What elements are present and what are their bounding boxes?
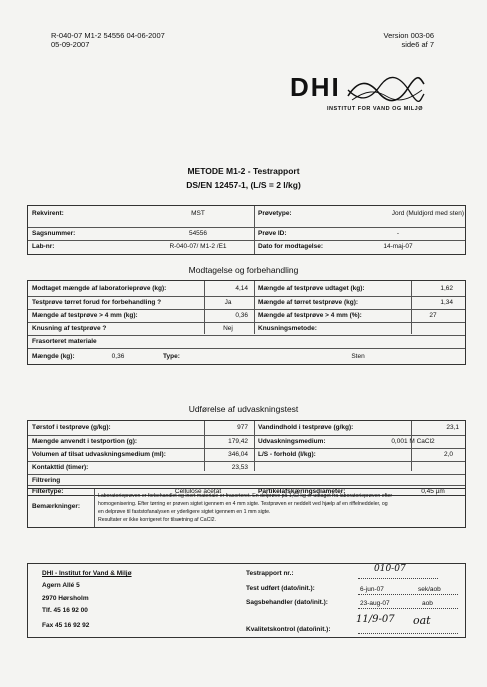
footer-address1: Agern Allé 5 bbox=[42, 582, 80, 589]
sagsbehandler-label: Sagsbehandler (dato/init.): bbox=[246, 599, 328, 606]
remarks-line: Resultater er ikke korrigeret for tilsætning af CaCl2. bbox=[98, 517, 216, 523]
row-value: 977 bbox=[237, 424, 248, 431]
version-info bbox=[384, 31, 434, 49]
amount-value: 0,36 bbox=[111, 353, 125, 360]
row-value: Ja bbox=[224, 299, 232, 306]
row-value: Nej bbox=[223, 325, 233, 332]
table-row bbox=[28, 283, 465, 295]
row-label: Modtaget mængde af laboratorieprøve (kg): bbox=[32, 285, 167, 292]
table-row bbox=[28, 461, 465, 474]
table-row bbox=[28, 335, 465, 348]
row-label: Mængde af tørret testprøve (kg): bbox=[258, 299, 359, 306]
remarks-text bbox=[98, 492, 463, 524]
prove-id-label: Prøve ID: bbox=[258, 230, 287, 237]
row-label: Vandindhold i testprøve (g/kg): bbox=[258, 424, 354, 431]
kvalitet-label: Kvalitetskontrol (dato/init.): bbox=[246, 626, 331, 633]
rekvirent-label: Rekvirent: bbox=[32, 210, 64, 217]
row-value bbox=[413, 323, 453, 335]
footer-box bbox=[27, 563, 466, 638]
row-value: 4,14 bbox=[235, 285, 248, 292]
kvalitet-init: oat bbox=[413, 614, 431, 627]
row-label: Knusning af testprøve ? bbox=[32, 325, 107, 332]
row-label: Knusningsmetode: bbox=[258, 325, 317, 332]
row-label: Tørstof i testprøve (g/kg): bbox=[32, 424, 111, 431]
table-row bbox=[28, 448, 465, 461]
reception-table bbox=[27, 280, 466, 365]
kvalitet-date: 11/9-07 bbox=[356, 614, 395, 625]
labnr-label: Lab-nr: bbox=[32, 243, 55, 250]
info-table bbox=[27, 205, 466, 255]
remarks-line: en delprøve til faststofanalysen er yderligere sigtet igennem en 1 mm sigte. bbox=[98, 509, 271, 515]
provetype-label: Prøvetype: bbox=[258, 210, 292, 217]
test-udfort-init: sek/aob bbox=[418, 586, 441, 593]
testrapport-value: 010-07 bbox=[374, 564, 406, 574]
test-udfort-label: Test udført (dato/init.): bbox=[246, 585, 315, 592]
sagsbehandler-date: 23-aug-07 bbox=[360, 600, 390, 607]
sagsnummer-value: 54556 bbox=[188, 230, 208, 237]
row-label: L/S - forhold (l/kg): bbox=[258, 451, 316, 458]
footer-phone: Tlf. 45 16 92 00 bbox=[42, 607, 88, 614]
fraction-label: Frasorteret materiale bbox=[32, 338, 97, 345]
table-row bbox=[28, 296, 465, 309]
table-row bbox=[28, 309, 465, 322]
row-label: Udvaskningsmedium: bbox=[258, 438, 326, 445]
row-label: Volumen af tilsat udvaskningsmedium (ml): bbox=[32, 451, 166, 458]
row-value: 346,04 bbox=[228, 451, 248, 458]
section-reception-heading: Modtagelse og forbehandling bbox=[188, 265, 299, 275]
table-row bbox=[28, 348, 465, 365]
logo-subtitle: INSTITUT FOR VAND OG MILJØ bbox=[327, 106, 424, 112]
report-date: 05-09-2007 bbox=[51, 40, 90, 49]
row-value: 23,1 bbox=[446, 424, 459, 431]
dato-label: Dato for modtagelse: bbox=[258, 243, 324, 250]
report-standard: DS/EN 12457-1, (L/S = 2 l/kg) bbox=[186, 180, 301, 190]
dato-value: 14-maj-07 bbox=[383, 243, 413, 250]
table-row bbox=[28, 422, 465, 434]
footer-address2: 2970 Hørsholm bbox=[42, 595, 89, 602]
row-label: Kontakttid (timer): bbox=[32, 464, 89, 471]
partikel-label: Partikelafskæringsdiameter: bbox=[258, 488, 346, 495]
provetype-value: Jord (Muldjord med sten) bbox=[391, 210, 464, 217]
table-row bbox=[28, 322, 465, 335]
labnr-value: R-040-07/ M1-2 /E1 bbox=[169, 243, 227, 250]
row-value: 27 bbox=[429, 312, 437, 319]
prove-id-value: - bbox=[396, 230, 400, 237]
sagsnummer-label: Sagsnummer: bbox=[32, 230, 76, 237]
remarks-label: Bemærkninger: bbox=[32, 503, 81, 510]
section-leaching-heading: Udførelse af udvaskningstest bbox=[188, 404, 299, 414]
rekvirent-value: MST bbox=[191, 210, 205, 217]
dhi-logo bbox=[290, 70, 440, 116]
partikel-value: 0,45 µm bbox=[421, 488, 445, 495]
remarks-line: homogenisering. Efter tørring er prøven sigtet igennem en 4 mm sigte. Testprøven er neddelt ved hjælp af en riffelneddeler, og bbox=[98, 501, 388, 507]
row-value: 179,42 bbox=[228, 438, 248, 445]
amount-label: Mængde (kg): bbox=[32, 353, 75, 360]
row-label: Mængde anvendt i testportion (g): bbox=[32, 438, 138, 445]
filtrering-label: Filtrering bbox=[32, 477, 61, 484]
filtertype-value: Cellulose acetat bbox=[174, 488, 222, 495]
filtertype-label: Filtertype: bbox=[32, 488, 64, 495]
leaching-table bbox=[27, 420, 466, 496]
row-value: 0,001 M CaCl2 bbox=[391, 438, 435, 445]
type-value: Sten bbox=[351, 353, 365, 360]
testrapport-label: Testrapport nr.: bbox=[246, 570, 294, 577]
report-title: METODE M1-2 - Testrapport bbox=[187, 166, 300, 176]
row-value: 2,0 bbox=[443, 451, 453, 458]
footer-fax: Fax 45 16 92 92 bbox=[42, 622, 90, 629]
row-label: Mængde af testprøve > 4 mm (kg): bbox=[32, 312, 138, 319]
page-number: side6 af 7 bbox=[401, 40, 434, 49]
remarks-line: Laboratorieprøven er forbehandlet og inert materiale er frasorteret. En delprøve på 1,62 kg er udtaget fra laboratorieprøven efter bbox=[98, 493, 393, 499]
wave-icon bbox=[346, 76, 426, 104]
remarks-box bbox=[27, 488, 466, 528]
type-label: Type: bbox=[163, 353, 180, 360]
footer-org: DHI - Institut for Vand & Miljø bbox=[42, 570, 132, 577]
row-value: 1,34 bbox=[440, 299, 453, 306]
logo-name: DHI bbox=[290, 72, 341, 102]
report-ref: R-040-07 M1-2 54556 04-06-2007 bbox=[51, 31, 165, 40]
row-label: Testprøve tørret forud for forbehandling ? bbox=[32, 299, 162, 306]
row-label: Mængde af testprøve > 4 mm (%): bbox=[258, 312, 362, 319]
row-value: 23,53 bbox=[231, 464, 248, 471]
test-udfort-date: 6-jun-07 bbox=[360, 586, 384, 593]
row-value: 1,62 bbox=[440, 285, 453, 292]
version: Version 003-06 bbox=[383, 31, 434, 40]
row-label: Mængde af testprøve udtaget (kg): bbox=[258, 285, 365, 292]
table-row bbox=[28, 435, 465, 448]
report-reference bbox=[51, 31, 165, 49]
sagsbehandler-init: aob bbox=[422, 600, 433, 607]
row-value: 0,36 bbox=[235, 312, 248, 319]
